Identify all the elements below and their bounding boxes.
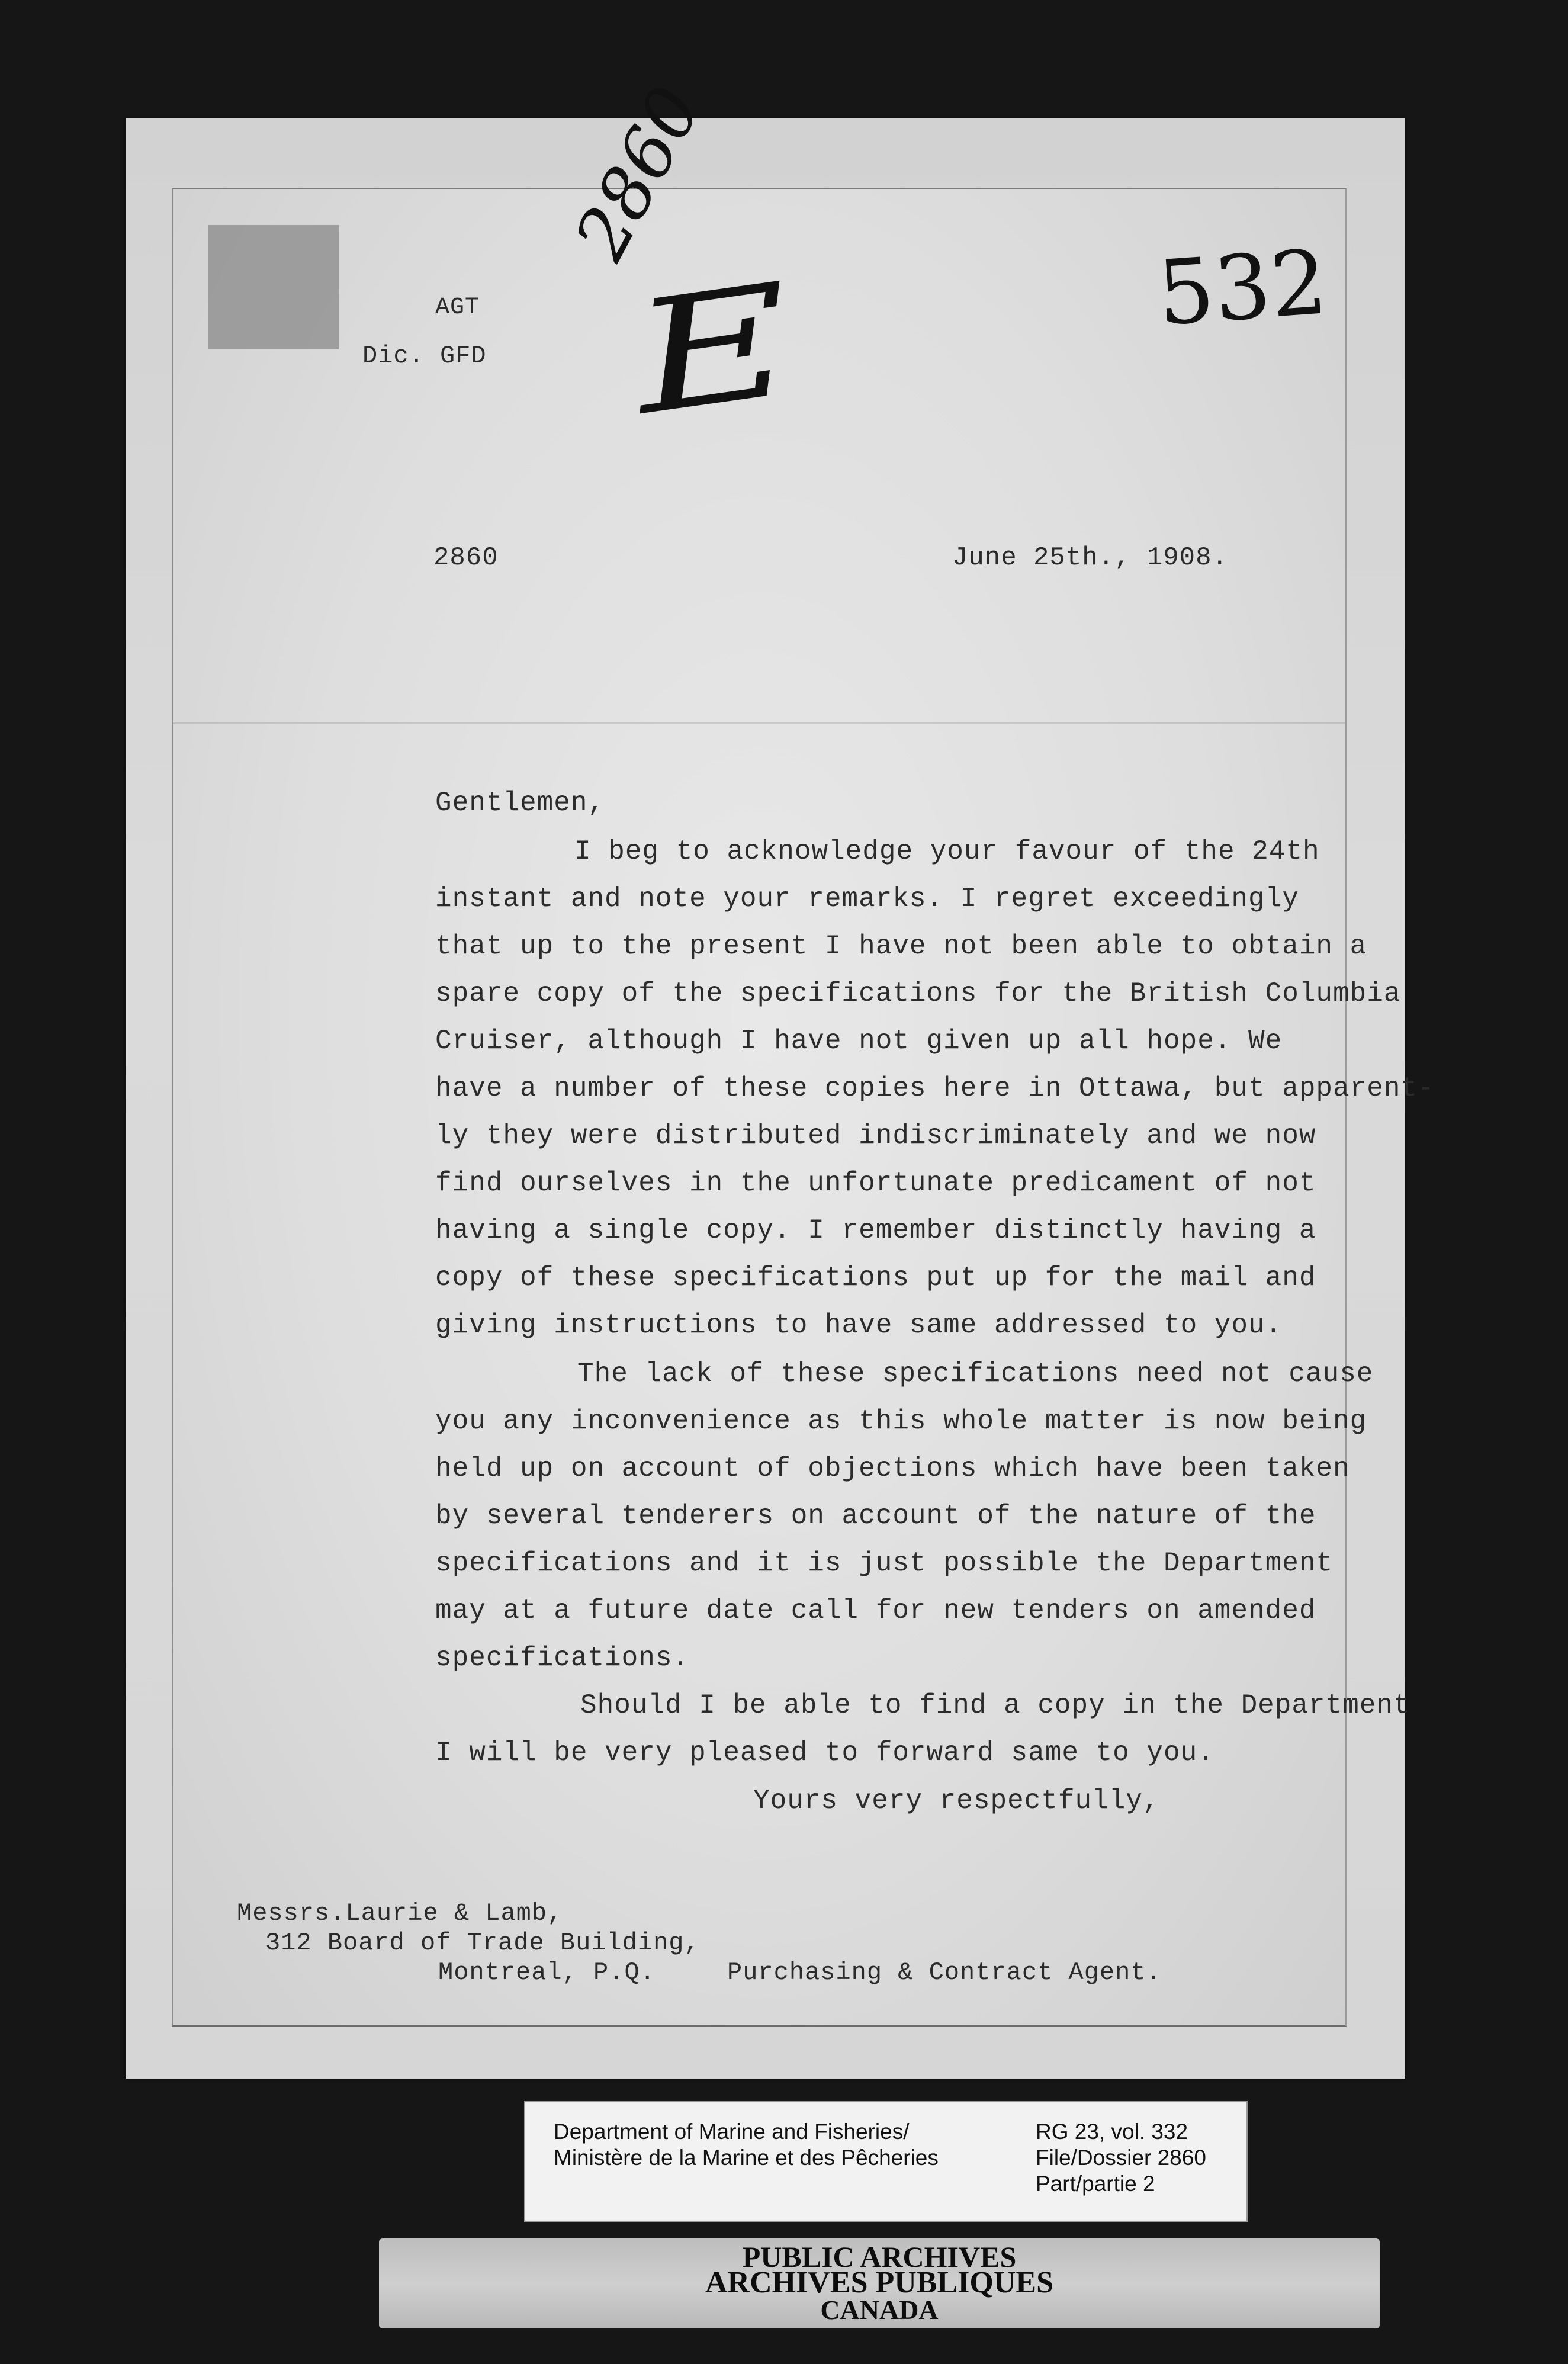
body-line: may at a future date call for new tenders on amended [435,1595,1316,1626]
body-line: Cruiser, although I have not given up all hope. We [435,1026,1283,1056]
header-date: June 25th., 1908. [952,543,1228,573]
body-line: held up on account of objections which have been taken [435,1453,1350,1484]
stamp-line-2: ARCHIVES PUBLIQUES [705,2266,1054,2299]
closing: Yours very respectfully, [753,1785,1160,1816]
public-archives-stamp [379,2238,1380,2328]
label-file: File/Dossier 2860 [1036,2145,1206,2170]
signature-title: Purchasing & Contract Agent. [727,1958,1162,1987]
address-line-3: Montreal, P.Q. [438,1958,656,1987]
body-line: specifications and it is just possible the Department [435,1548,1334,1579]
stamp-line-3: CANADA [820,2295,939,2325]
body-line: have a number of these copies here in Ottawa, but apparent- [435,1073,1435,1104]
address-line-1: Messrs.Laurie & Lamb, [237,1899,563,1928]
body-line: I will be very pleased to forward same to you. [435,1737,1214,1768]
body-line: copy of these specifications put up for the mail and [435,1263,1316,1293]
handwritten-mark: E [623,250,804,450]
page-fold [173,722,1345,724]
body-line: you any inconvenience as this whole matter is now being [435,1406,1367,1437]
body-line: by several tenderers on account of the nature of the [435,1501,1316,1531]
header-file-number: 2860 [433,543,499,573]
salutation: Gentlemen, [435,788,605,818]
body-line: I beg to acknowledge your favour of the 24th [574,836,1320,867]
body-line: The lack of these specifications need not cause [577,1358,1374,1389]
body-line: find ourselves in the unfortunate predicament of not [435,1168,1316,1199]
address-line-2: 312 Board of Trade Building, [265,1929,700,1957]
body-line: Should I be able to find a copy in the Department [580,1690,1410,1721]
corner-shadow [208,225,339,349]
label-dept-en: Department of Marine and Fisheries/ [554,2119,910,2144]
body-line: instant and note your remarks. I regret exceedingly [435,884,1299,914]
header-agt: AGT [435,294,480,321]
header-dic: Dic. GFD [362,342,487,370]
body-line: ly they were distributed indiscriminately and we now [435,1120,1316,1151]
label-department [554,2119,939,2171]
archive-reference-label [524,2101,1248,2222]
body-line: that up to the present I have not been able to obtain a [435,931,1367,962]
handwritten-page-number: 532 [1154,231,1331,346]
body-line: specifications. [435,1643,690,1674]
body-line: having a single copy. I remember distinctly having a [435,1215,1316,1246]
stamp-line-1: PUBLIC ARCHIVES [742,2240,1017,2273]
label-reference [1036,2119,1206,2197]
handwritten-file-number: 2860 [560,74,718,273]
body-line: spare copy of the specifications for the British Columbia [435,978,1401,1009]
label-rg: RG 23, vol. 332 [1036,2119,1188,2144]
label-dept-fr: Ministère de la Marine et des Pêcheries [554,2145,939,2170]
body-line: giving instructions to have same addressed to you. [435,1310,1283,1341]
label-part: Part/partie 2 [1036,2172,1155,2196]
